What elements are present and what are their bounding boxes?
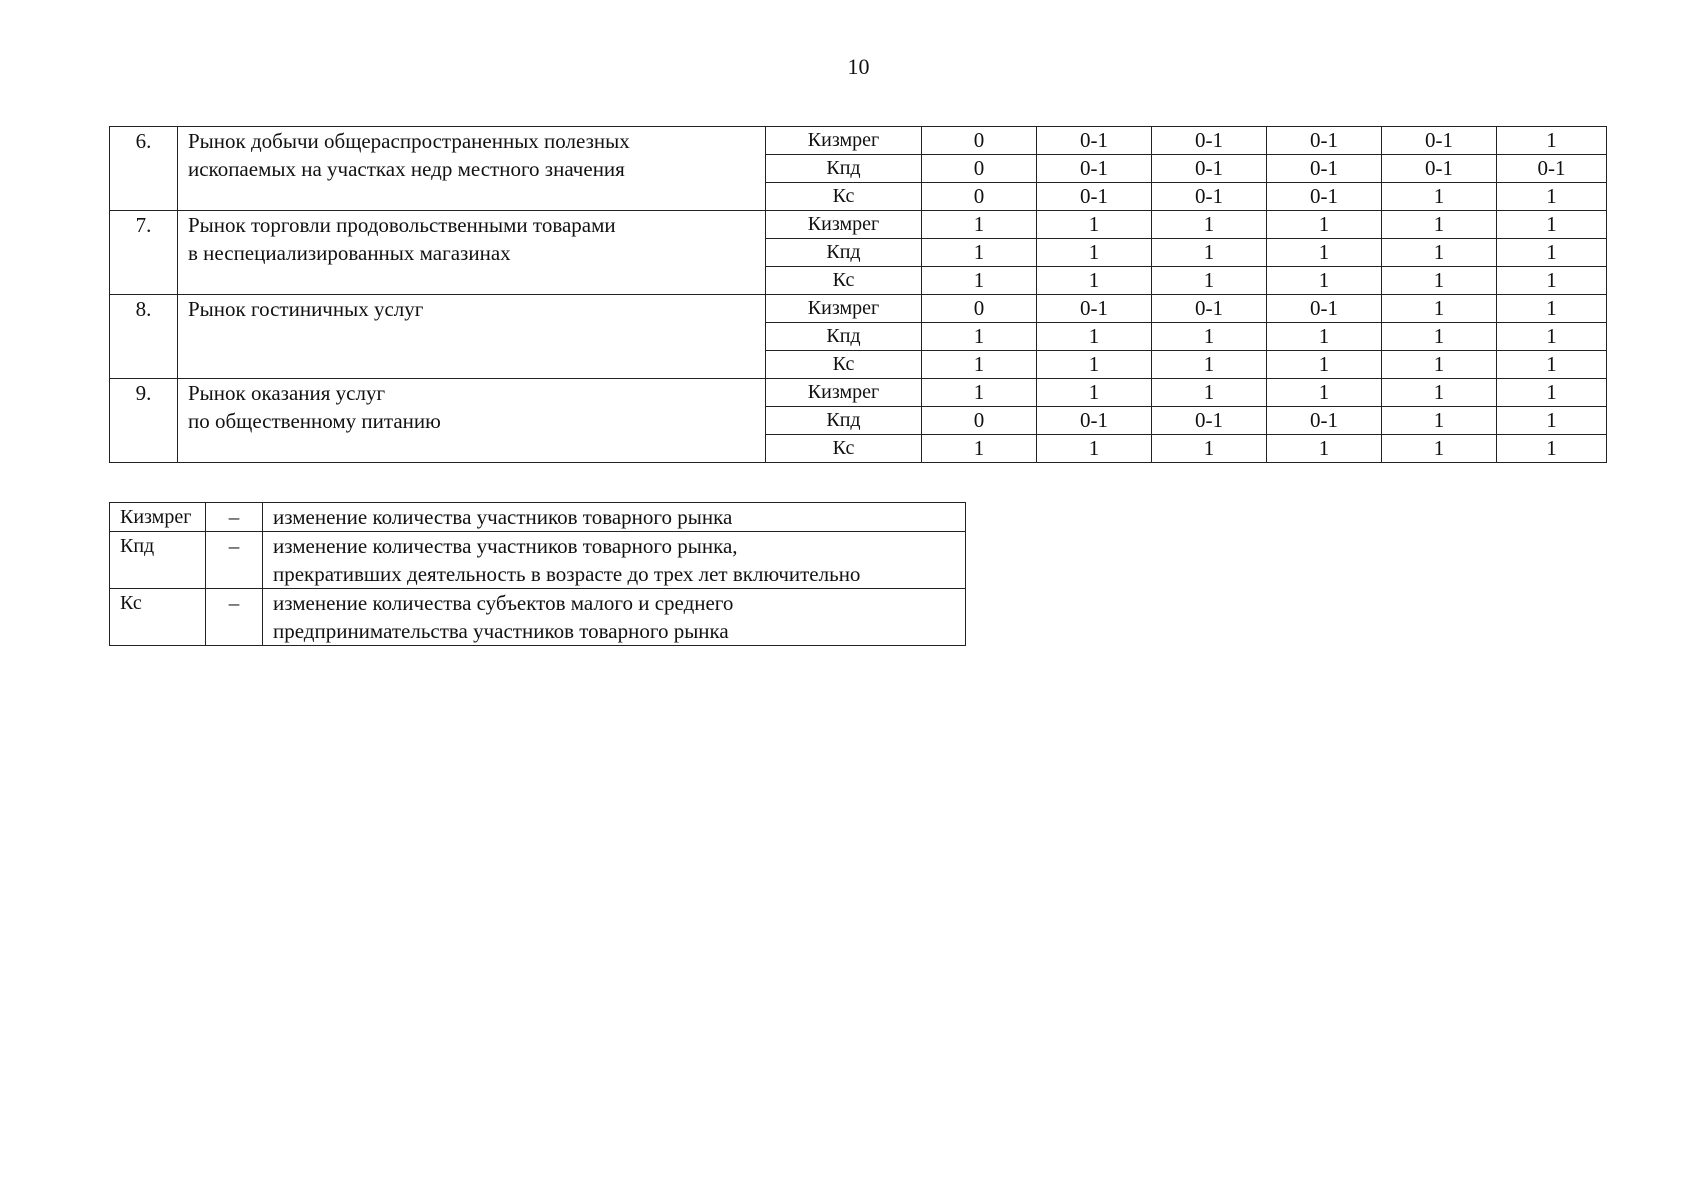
- coefficient-name: Кпд: [766, 407, 922, 435]
- market-name-line: Рынок торговли продовольственными товарами: [188, 213, 616, 237]
- coefficient-value: 1: [1497, 211, 1607, 239]
- coefficient-value: 1: [1037, 435, 1152, 463]
- coefficient-value: 1: [1497, 435, 1607, 463]
- row-number: 8.: [110, 295, 178, 379]
- coefficient-value: 0-1: [1037, 295, 1152, 323]
- coefficient-value: 1: [1497, 351, 1607, 379]
- market-name: [178, 295, 766, 379]
- coefficient-value: 1: [1382, 267, 1497, 295]
- coefficient-name: Кизмрег: [766, 211, 922, 239]
- coefficient-value: 1: [922, 435, 1037, 463]
- coefficient-name: Кс: [766, 267, 922, 295]
- coefficient-value: 1: [922, 211, 1037, 239]
- market-name: [178, 211, 766, 295]
- coefficient-value: 1: [1152, 239, 1267, 267]
- coefficient-value: 1: [1382, 239, 1497, 267]
- coefficient-value: 1: [1497, 127, 1607, 155]
- market-name-line: ископаемых на участках недр местного значения: [188, 157, 625, 181]
- coefficient-value: 1: [1497, 323, 1607, 351]
- coefficient-value: 1: [1152, 351, 1267, 379]
- coefficient-value: 0-1: [1152, 127, 1267, 155]
- legend-abbreviation: Кизмрег: [110, 503, 206, 532]
- coefficient-value: 1: [1497, 379, 1607, 407]
- coefficient-value: 0: [922, 155, 1037, 183]
- coefficient-name: Кизмрег: [766, 379, 922, 407]
- row-number: 6.: [110, 127, 178, 211]
- table-row: [110, 211, 1607, 239]
- coefficient-value: 1: [1382, 323, 1497, 351]
- legend-description-line: предпринимательства участников товарного рынка: [273, 619, 729, 643]
- coefficient-value: 0-1: [1037, 183, 1152, 211]
- legend-description-line: изменение количества участников товарного рынка: [273, 505, 733, 529]
- market-name: [178, 379, 766, 463]
- legend-description: [263, 589, 966, 646]
- coefficient-value: 1: [1267, 211, 1382, 239]
- coefficient-value: 0-1: [1152, 155, 1267, 183]
- coefficient-value: 1: [1497, 183, 1607, 211]
- coefficient-value: 1: [1152, 435, 1267, 463]
- coefficient-value: 1: [1267, 239, 1382, 267]
- market-coefficients-table: [109, 126, 1607, 463]
- coefficient-value: 1: [1267, 267, 1382, 295]
- row-number: 7.: [110, 211, 178, 295]
- coefficient-value: 0-1: [1152, 295, 1267, 323]
- legend-description-line: изменение количества участников товарного рынка,: [273, 534, 738, 558]
- coefficient-value: 1: [1037, 351, 1152, 379]
- coefficient-name: Кизмрег: [766, 295, 922, 323]
- coefficient-value: 0-1: [1152, 407, 1267, 435]
- coefficient-value: 1: [1152, 323, 1267, 351]
- coefficient-value: 0-1: [1267, 155, 1382, 183]
- coefficient-value: 1: [1037, 211, 1152, 239]
- market-name-line: Рынок добычи общераспространенных полезных: [188, 129, 630, 153]
- legend-description-line: изменение количества субъектов малого и среднего: [273, 591, 734, 615]
- coefficient-value: 1: [1497, 295, 1607, 323]
- coefficient-value: 1: [1267, 323, 1382, 351]
- legend-table: [109, 502, 966, 646]
- coefficient-value: 0: [922, 295, 1037, 323]
- coefficient-value: 1: [1382, 351, 1497, 379]
- market-name-line: Рынок оказания услуг: [188, 381, 386, 405]
- coefficient-value: 1: [1497, 267, 1607, 295]
- legend-abbreviation: Кс: [110, 589, 206, 646]
- coefficient-name: Кпд: [766, 323, 922, 351]
- table-row: [110, 295, 1607, 323]
- coefficient-value: 0-1: [1267, 183, 1382, 211]
- legend-dash: –: [206, 503, 263, 532]
- coefficient-value: 1: [1037, 267, 1152, 295]
- coefficient-value: 0: [922, 183, 1037, 211]
- coefficient-value: 1: [1267, 351, 1382, 379]
- coefficient-value: 1: [1382, 211, 1497, 239]
- coefficient-value: 0-1: [1152, 183, 1267, 211]
- legend-description: [263, 503, 966, 532]
- legend-row: [110, 503, 966, 532]
- market-name-line: по общественному питанию: [188, 409, 441, 433]
- coefficient-value: 1: [1037, 379, 1152, 407]
- coefficient-value: 1: [1382, 435, 1497, 463]
- legend-table-body: [110, 503, 966, 646]
- market-name: [178, 127, 766, 211]
- coefficient-value: 1: [1152, 379, 1267, 407]
- coefficient-name: Кс: [766, 183, 922, 211]
- coefficient-name: Кпд: [766, 239, 922, 267]
- coefficient-value: 0: [922, 407, 1037, 435]
- coefficient-value: 0-1: [1497, 155, 1607, 183]
- coefficient-value: 1: [1037, 323, 1152, 351]
- coefficient-value: 1: [1267, 435, 1382, 463]
- coefficient-value: 1: [922, 323, 1037, 351]
- coefficient-value: 1: [1497, 407, 1607, 435]
- coefficient-value: 1: [1382, 379, 1497, 407]
- market-name-line: Рынок гостиничных услуг: [188, 297, 424, 321]
- legend-dash: –: [206, 532, 263, 589]
- coefficient-name: Кс: [766, 435, 922, 463]
- coefficient-value: 1: [1382, 407, 1497, 435]
- table-row: [110, 379, 1607, 407]
- coefficient-value: 1: [922, 379, 1037, 407]
- coefficient-value: 0-1: [1037, 127, 1152, 155]
- coefficient-value: 0-1: [1382, 155, 1497, 183]
- legend-description-line: прекративших деятельность в возрасте до трех лет включительно: [273, 562, 861, 586]
- coefficient-value: 1: [922, 351, 1037, 379]
- coefficient-value: 0: [922, 127, 1037, 155]
- coefficient-name: Кпд: [766, 155, 922, 183]
- coefficient-value: 0-1: [1267, 407, 1382, 435]
- coefficient-value: 0-1: [1037, 407, 1152, 435]
- market-table-body: [110, 127, 1607, 463]
- legend-row: [110, 589, 966, 646]
- table-row: [110, 127, 1607, 155]
- coefficient-value: 1: [1497, 239, 1607, 267]
- coefficient-name: Кизмрег: [766, 127, 922, 155]
- coefficient-value: 1: [1152, 211, 1267, 239]
- legend-description: [263, 532, 966, 589]
- legend-dash: –: [206, 589, 263, 646]
- legend-row: [110, 532, 966, 589]
- coefficient-value: 0-1: [1037, 155, 1152, 183]
- row-number: 9.: [110, 379, 178, 463]
- coefficient-value: 0-1: [1382, 127, 1497, 155]
- coefficient-value: 1: [1152, 267, 1267, 295]
- coefficient-value: 1: [1382, 183, 1497, 211]
- coefficient-value: 0-1: [1267, 127, 1382, 155]
- coefficient-value: 1: [1267, 379, 1382, 407]
- coefficient-value: 1: [922, 239, 1037, 267]
- page-number: 10: [847, 54, 870, 79]
- coefficient-value: 1: [922, 267, 1037, 295]
- coefficient-value: 1: [1037, 239, 1152, 267]
- coefficient-value: 0-1: [1267, 295, 1382, 323]
- coefficient-name: Кс: [766, 351, 922, 379]
- market-name-line: в неспециализированных магазинах: [188, 241, 511, 265]
- coefficient-value: 1: [1382, 295, 1497, 323]
- legend-abbreviation: Кпд: [110, 532, 206, 589]
